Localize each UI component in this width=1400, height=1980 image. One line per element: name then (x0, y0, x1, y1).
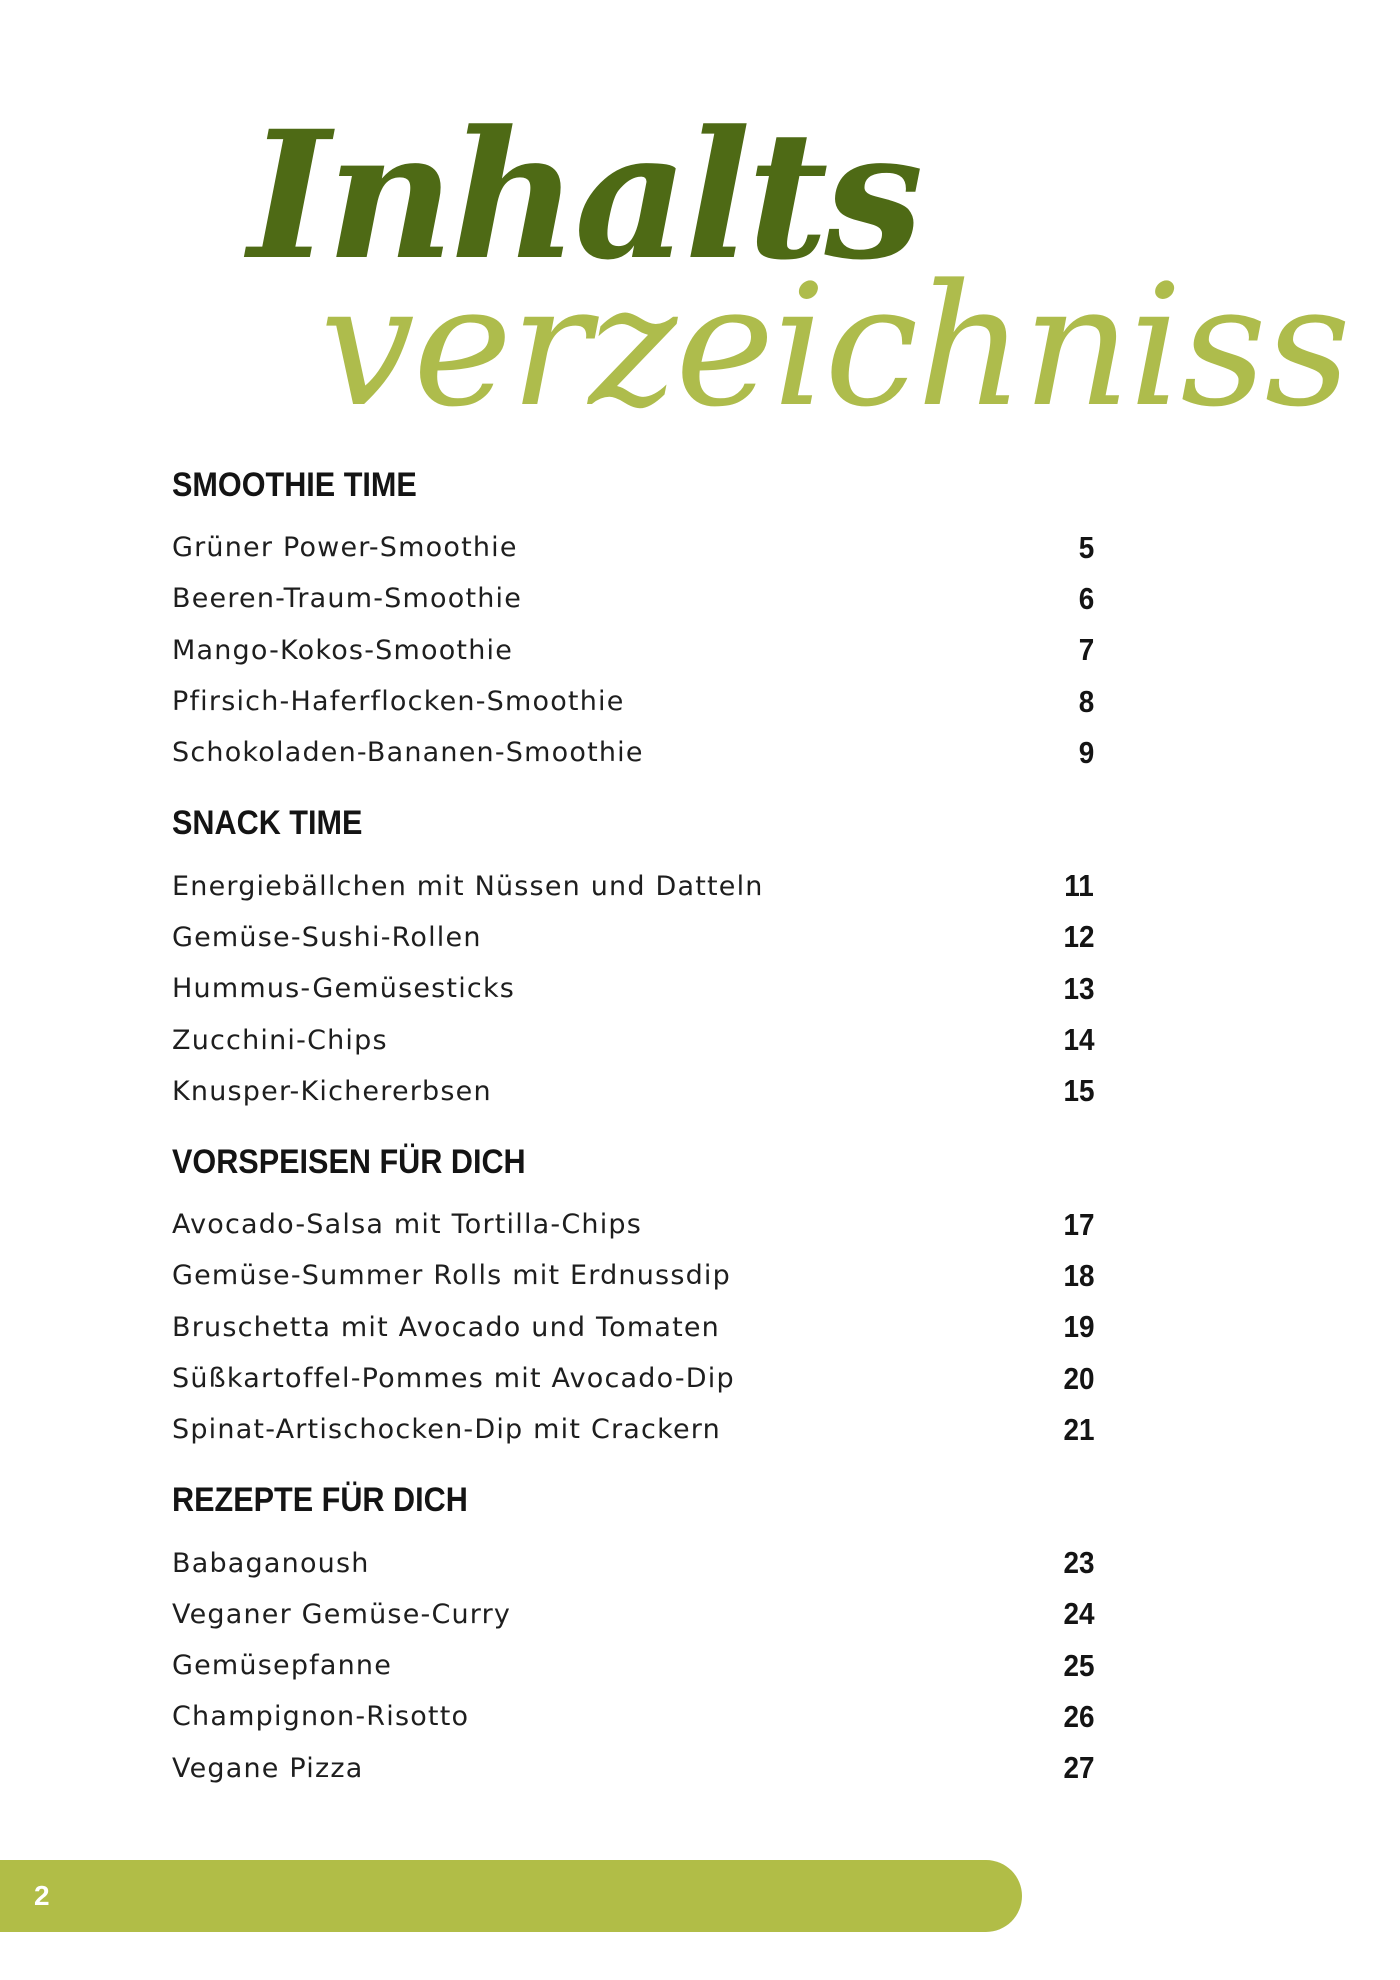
entry-label: Knusper-Kichererbsen (172, 1075, 492, 1107)
entry-label: Avocado-Salsa mit Tortilla-Chips (172, 1209, 643, 1241)
entry-page-number: 9 (1078, 734, 1094, 770)
entry-label: Gemüsepfanne (172, 1650, 393, 1682)
toc-entry[interactable] (172, 625, 1094, 676)
entry-page-number: 11 (1064, 868, 1094, 904)
toc-entry[interactable] (172, 1404, 1094, 1455)
toc-entry[interactable] (172, 912, 1094, 963)
entry-page-number: 27 (1062, 1750, 1094, 1786)
entry-label: Beeren-Traum-Smoothie (172, 583, 523, 615)
section-smoothie-time (172, 460, 1094, 778)
toc-entry[interactable] (172, 1199, 1094, 1250)
entry-label: Mango-Kokos-Smoothie (172, 634, 514, 666)
toc-entry[interactable] (172, 1640, 1094, 1691)
entry-list (172, 1537, 1094, 1793)
entry-page-number: 26 (1062, 1698, 1094, 1734)
entry-page-number: 8 (1078, 683, 1094, 719)
toc-entry[interactable] (172, 1537, 1094, 1588)
entry-page-number: 14 (1062, 1022, 1094, 1058)
entry-label: Zucchini-Chips (172, 1024, 388, 1056)
section-heading: SMOOTHIE TIME (172, 466, 417, 504)
entry-page-number: 17 (1062, 1206, 1094, 1242)
entry-page-number: 19 (1062, 1309, 1094, 1345)
toc-entry[interactable] (172, 1353, 1094, 1404)
entry-label: Gemüse-Sushi-Rollen (172, 921, 482, 953)
entry-page-number: 7 (1078, 632, 1094, 668)
entry-label: Schokoladen-Bananen-Smoothie (172, 737, 644, 769)
entry-label: Pfirsich-Haferflocken-Smoothie (172, 686, 625, 718)
toc-entry[interactable] (172, 1302, 1094, 1353)
entry-label: Energiebällchen mit Nüssen und Datteln (172, 870, 764, 902)
entry-label: Champignon-Risotto (172, 1701, 470, 1733)
toc-entry[interactable] (172, 1589, 1094, 1640)
entry-page-number: 21 (1062, 1411, 1094, 1447)
entry-page-number: 18 (1062, 1257, 1094, 1293)
entry-label: Gemüse-Summer Rolls mit Erdnussdip (172, 1260, 731, 1292)
toc-entry[interactable] (172, 1691, 1094, 1742)
section-heading: VORSPEISEN FÜR DICH (172, 1142, 526, 1181)
entry-list (172, 860, 1094, 1116)
section-heading: REZEPTE FÜR DICH (172, 1481, 468, 1520)
entry-list (172, 1199, 1094, 1455)
title-verzeichniss: verzeichniss (320, 248, 1349, 444)
entry-page-number: 24 (1062, 1596, 1094, 1632)
entry-label: Veganer Gemüse-Curry (172, 1598, 512, 1630)
toc-entry[interactable] (172, 860, 1094, 911)
section-rezepte (172, 1475, 1094, 1793)
footer-bar (0, 1860, 1022, 1932)
entry-label: Grüner Power-Smoothie (172, 532, 518, 564)
section-vorspeisen (172, 1137, 1094, 1455)
table-of-contents (172, 460, 1094, 1814)
entry-label: Bruschetta mit Avocado und Tomaten (172, 1311, 720, 1343)
entry-page-number: 20 (1062, 1360, 1094, 1396)
entry-page-number: 6 (1078, 580, 1094, 616)
toc-entry[interactable] (172, 573, 1094, 624)
entry-label: Hummus-Gemüsesticks (172, 973, 516, 1005)
entry-page-number: 5 (1078, 529, 1094, 565)
entry-label: Vegane Pizza (172, 1752, 364, 1784)
toc-entry[interactable] (172, 727, 1094, 778)
toc-entry[interactable] (172, 1743, 1094, 1794)
entry-label: Spinat-Artischocken-Dip mit Crackern (172, 1414, 721, 1446)
toc-entry[interactable] (172, 963, 1094, 1014)
toc-entry[interactable] (172, 676, 1094, 727)
toc-entry[interactable] (172, 1014, 1094, 1065)
title-inhalts: Inhalts (248, 92, 920, 299)
entry-label: Süßkartoffel-Pommes mit Avocado-Dip (172, 1363, 735, 1394)
entry-page-number: 15 (1062, 1073, 1094, 1109)
entry-page-number: 25 (1062, 1647, 1094, 1683)
entry-page-number: 23 (1062, 1545, 1094, 1581)
section-snack-time (172, 798, 1094, 1116)
page-number: 2 (34, 1880, 50, 1911)
section-heading: SNACK TIME (172, 804, 363, 843)
toc-entry[interactable] (172, 1250, 1094, 1301)
entry-page-number: 12 (1062, 919, 1094, 955)
entry-label: Babaganoush (172, 1547, 370, 1579)
toc-entry[interactable] (172, 1066, 1094, 1117)
entry-page-number: 13 (1062, 970, 1094, 1006)
toc-entry[interactable] (172, 522, 1094, 573)
entry-list (172, 522, 1094, 778)
